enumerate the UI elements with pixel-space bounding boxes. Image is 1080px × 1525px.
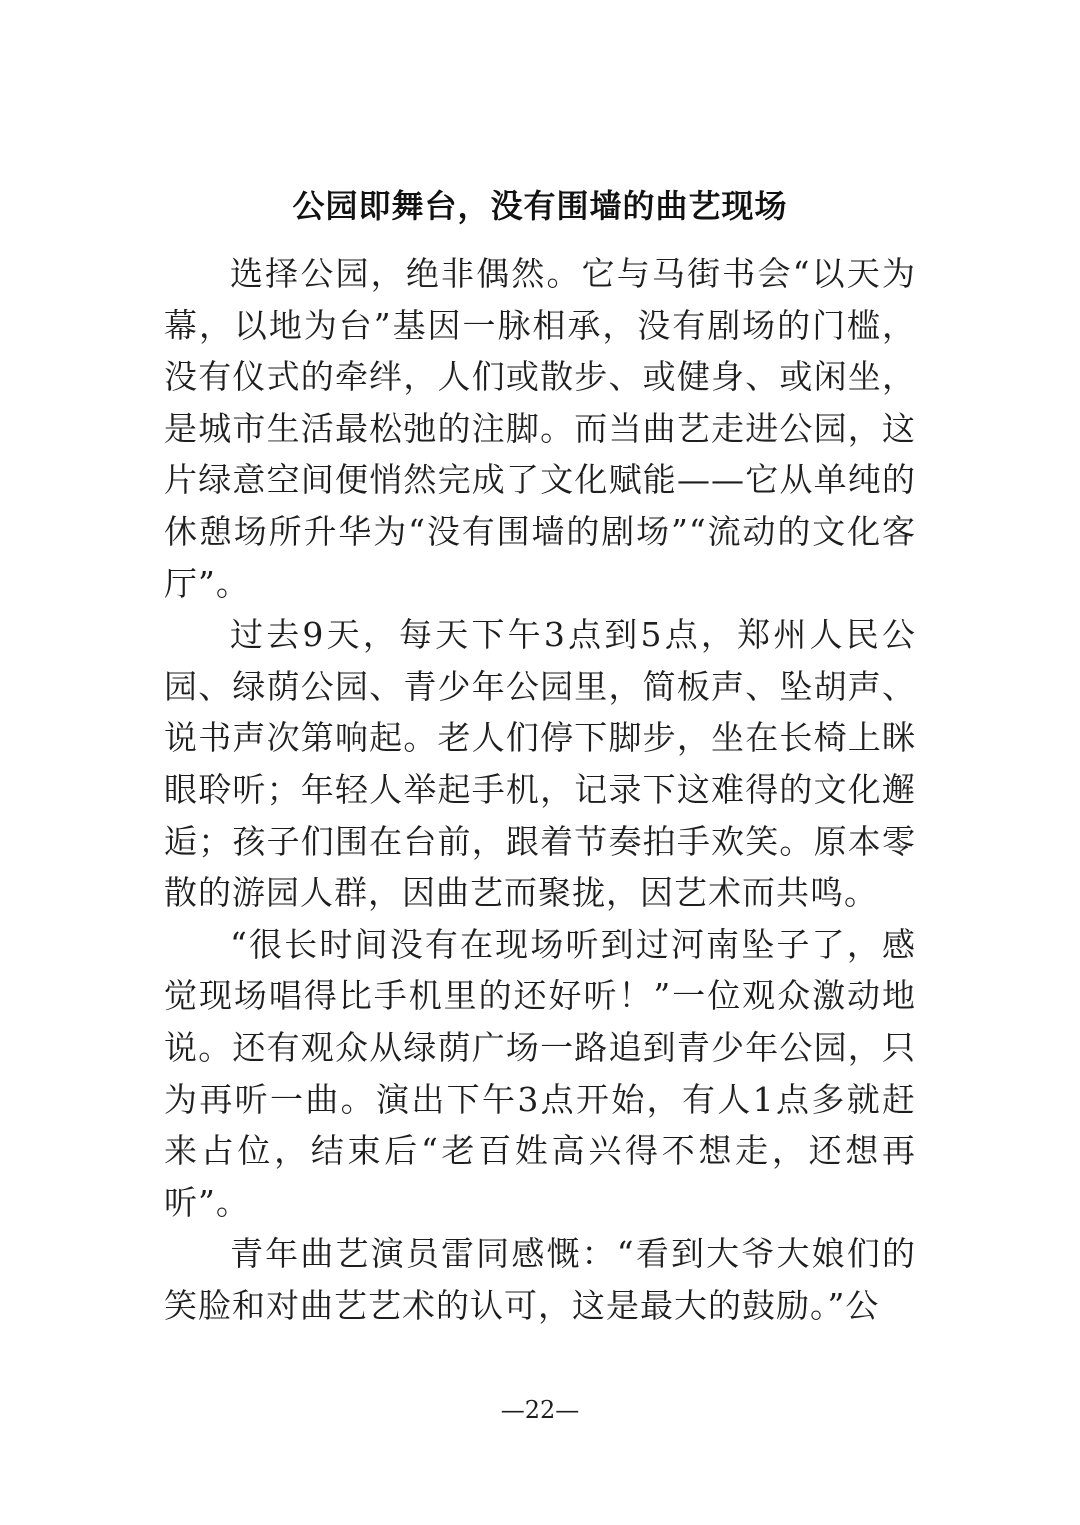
paragraph-2: 过去9天，每天下午3点到5点，郑州人民公园、绿荫公园、青少年公园里，简板声、坠胡声、说书声次第响起。老人们停下脚步，坐在长椅上眯眼聆听；年轻人举起手机，记录下这难得的文化邂逅；孩子们围在台前，跟着节奏拍手欢笑。原本零散的游园人群，因曲艺而聚拢，因艺术而共鸣。 <box>164 615 916 913</box>
article-title: 公园即舞台，没有围墙的曲艺现场 <box>292 187 788 225</box>
page-number: —22— <box>500 1396 580 1424</box>
paragraph-3: “很长时间没有在现场听到过河南坠子了，感觉现场唱得比手机里的还好听！”一位观众激动地说。还有观众从绿荫广场一路追到青少年公园，只为再听一曲。演出下午3点开始，有人1点多就赶来占位，结束后“老百姓高兴得不想走，还想再听”。 <box>164 924 916 1222</box>
paragraph-4: 青年曲艺演员雷同感慨：“看到大爷大娘们的笑脸和对曲艺艺术的认可，这是最大的鼓励。”公 <box>164 1234 916 1325</box>
paragraph-1: 选择公园，绝非偶然。它与马街书会“以天为幕，以地为台”基因一脉相承，没有剧场的门槛，没有仪式的牵绊，人们或散步、或健身、或闲坐，是城市生活最松弛的注脚。而当曲艺走进公园，这片绿意空间便悄然完成了文化赋能——它从单纯的休憩场所升华为“没有围墙的剧场”“流动的文化客厅”。 <box>164 254 916 603</box>
article-body <box>164 248 916 1331</box>
